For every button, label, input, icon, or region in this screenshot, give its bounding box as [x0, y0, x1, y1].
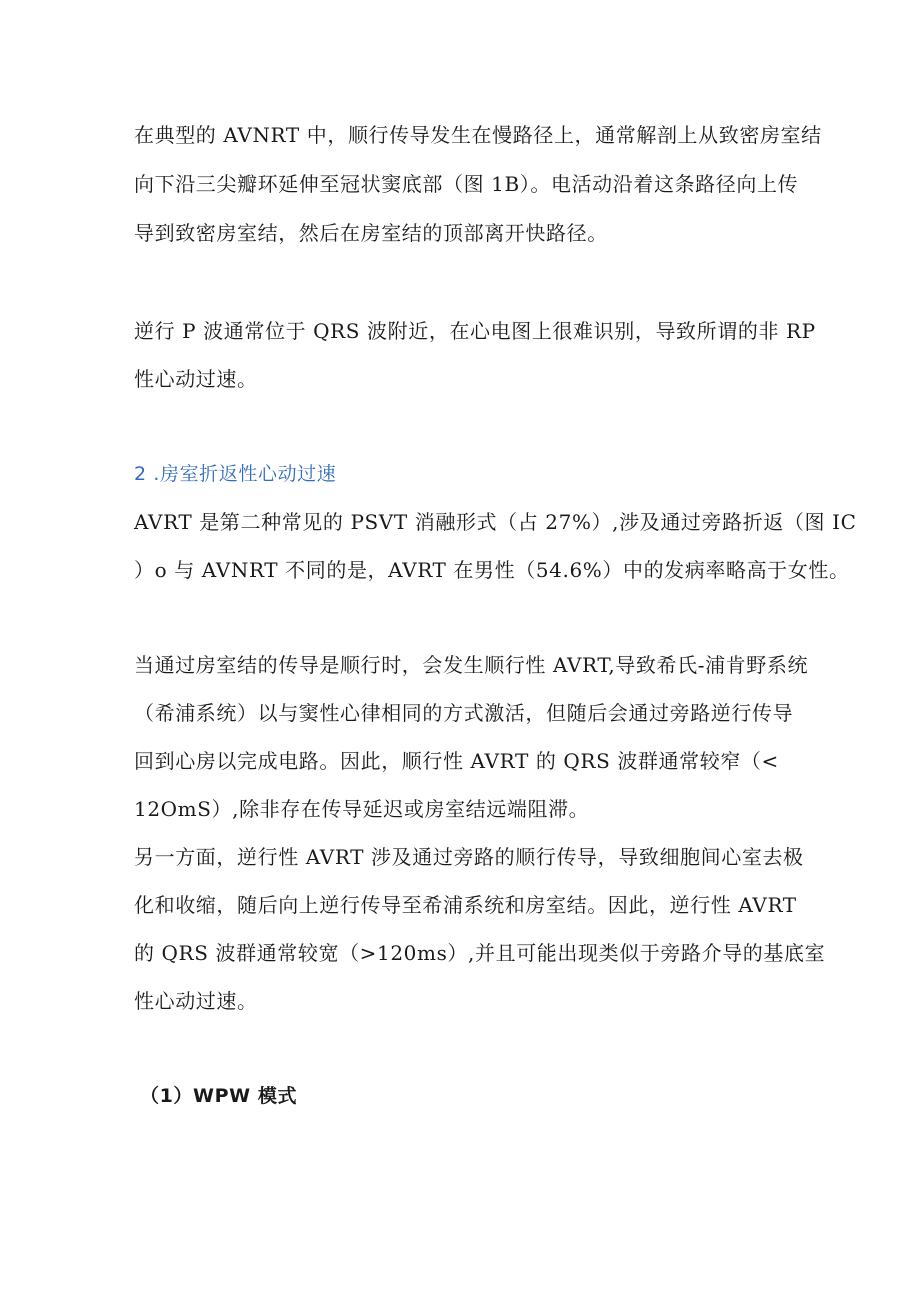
section-heading-2: 2 .房室折返性心动过速 — [134, 463, 337, 485]
paragraph-1-line-2: 向下沿三尖瓣环延伸至冠状窦底部（图 1B）。电活动沿着这条路径向上传 — [134, 172, 799, 196]
paragraph-2-line-1: 逆行 P 波通常位于 QRS 波附近，在心电图上很难识别，导致所谓的非 RP — [134, 319, 816, 343]
paragraph-4-line-1: 当通过房室结的传导是顺行时，会发生顺行性 AVRT,导致希氏-浦肯野系统 — [134, 653, 809, 677]
paragraph-4-line-4: 12OmS）,除非存在传导延迟或房室结远端阻滞。 — [134, 797, 590, 821]
paragraph-2-line-2: 性心动过速。 — [134, 367, 258, 391]
paragraph-4-line-2: （希浦系统）以与窦性心律相同的方式激活，但随后会通过旁路逆行传导 — [134, 701, 794, 725]
section-heading-3: （1）WPW 模式 — [140, 1085, 298, 1107]
paragraph-5-line-4: 性心动过速。 — [134, 989, 258, 1013]
paragraph-1-line-1: 在典型的 AVNRT 中，顺行传导发生在慢路径上，通常解剖上从致密房室结 — [134, 123, 822, 147]
paragraph-5-line-1: 另一方面，逆行性 AVRT 涉及通过旁路的顺行传导，导致细胞间心室去极 — [134, 845, 804, 869]
paragraph-4-line-3: 回到心房以完成电路。因此，顺行性 AVRT 的 QRS 波群通常较窄（< — [134, 749, 779, 773]
paragraph-3-line-1: AVRT 是第二种常见的 PSVT 消融形式（占 27%）,涉及通过旁路折返（图 IC — [134, 510, 857, 534]
paragraph-1-line-3: 导到致密房室结，然后在房室结的顶部离开快路径。 — [134, 221, 608, 245]
paragraph-5-line-2: 化和收缩，随后向上逆行传导至希浦系统和房室结。因此，逆行性 AVRT — [134, 893, 797, 917]
paragraph-5-line-3: 的 QRS 波群通常较宽（>120ms）,并且可能出现类似于旁路介导的基底室 — [134, 941, 826, 965]
paragraph-3-line-2: ）o 与 AVNRT 不同的是，AVRT 在男性（54.6%）中的发病率略高于女性。 — [134, 558, 850, 582]
